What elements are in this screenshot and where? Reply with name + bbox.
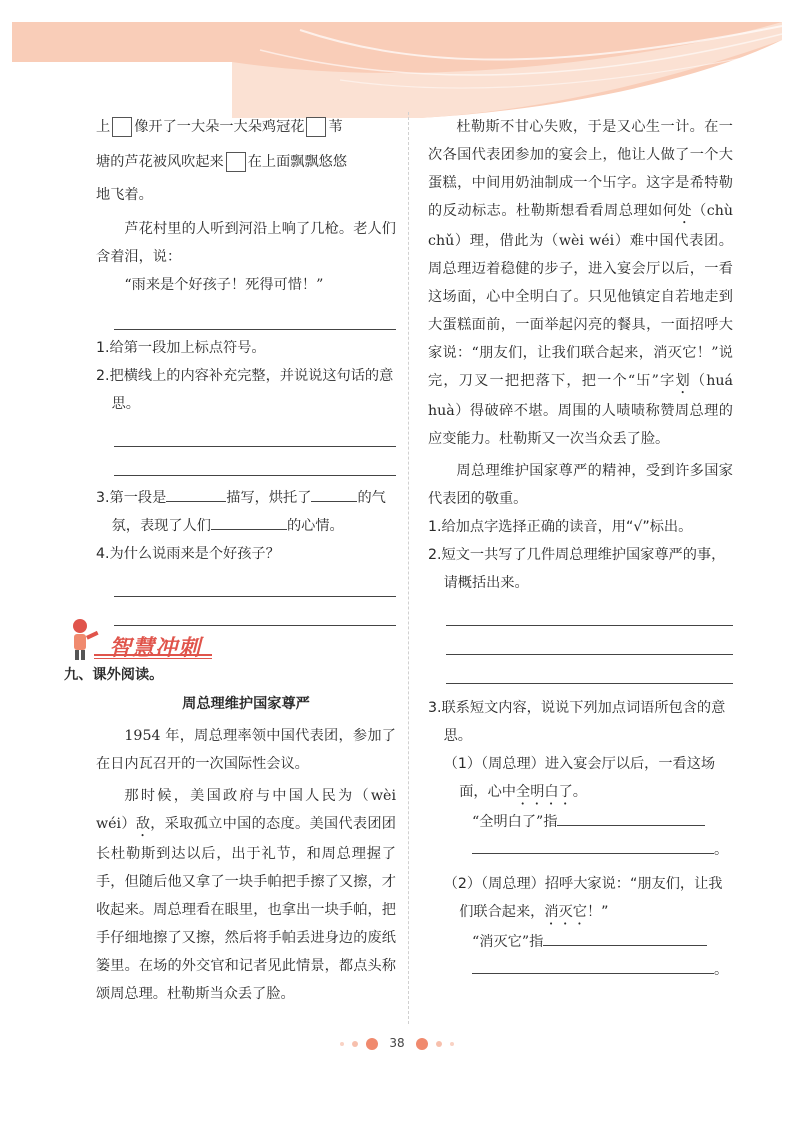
sub-question-2-answer: “消灭它”指	[428, 928, 733, 956]
article-paragraph-1: 1954 年，周总理率领中国代表团，参加了在日内瓦召开的一次国际性会议。	[96, 728, 396, 772]
article-paragraph-3: 杜勒斯不甘心失败，于是又心生一计。在一次各国代表团参加的宴会上，他让人做了一个大蛋糕，中间用奶油制成一个卐字。这字是希特勒的反动标志。杜勒斯想看看周总理如何处（chù chǔ）理，借此为（wèi wéi）难中国代表团。周总理迈着稳健的步子，进入宴会厅以后，一看这场面，心中全明白了。只见他镇定自若地走到大蛋糕面前，一面举起闪亮的餐具，一面招呼大家说：“朋友们，让我们联合起来，消灭它！”说完，刀叉一把把落下，把一个“卐”字划（huá huà）得破碎不堪。周围的人啧啧称赞周总理的应变能力。杜勒斯又一次当众丢了脸。	[428, 119, 733, 447]
quote-line: “雨来是个好孩子！死得可惜！”	[124, 277, 324, 293]
punctuation-box-3[interactable]	[226, 152, 246, 172]
blank-q3-3[interactable]	[211, 513, 287, 530]
blank-s1-2[interactable]	[472, 837, 714, 854]
footer-dot-icon	[416, 1038, 428, 1050]
blank-q3-2[interactable]	[311, 485, 357, 502]
answer-line-quote[interactable]	[114, 307, 396, 330]
blank-s2-2[interactable]	[472, 957, 714, 974]
text-line-1: 上 像开了一大朵一大朵鸡冠花 苇	[96, 119, 343, 135]
footer-dot-icon	[352, 1041, 358, 1047]
question-r3: 3.联系短文内容，说说下列加点词语所包含的意思。	[428, 700, 726, 744]
section-underline	[94, 654, 212, 659]
section-banner	[64, 616, 201, 662]
sub-question-1-answer: “全明白了”指	[428, 808, 733, 836]
page-footer	[0, 1036, 794, 1050]
right-column	[428, 113, 733, 984]
sub-question-1: （1）（周总理）进入宴会厅以后，一看这场面，心中全明白了。	[443, 756, 716, 800]
reading-section	[64, 664, 404, 684]
blank-s2-1[interactable]	[543, 929, 707, 946]
answer-line-r2-2[interactable]	[446, 632, 733, 655]
question-r1: 1.给加点字选择正确的读音，用“√”标出。	[428, 519, 693, 535]
sub-question-1-answer-2: 。	[428, 836, 733, 864]
footer-dot-icon	[340, 1042, 344, 1046]
sub-question-2: （2）（周总理）招呼大家说：“朋友们，让我们联合起来，消灭它！”	[443, 876, 723, 920]
question-3: 3.第一段是 描写，烘托了 的气氛，表现了人们 的心情。	[96, 484, 396, 540]
blank-q3-1[interactable]	[166, 485, 226, 502]
question-r2: 2.短文一共写了几件周总理维护国家尊严的事，请概括出来。	[428, 547, 726, 591]
article-paragraph-2: 那时候，美国政府与中国人民为（wèi wéi）敌，采取孤立中国的态度。美国代表团团长杜勒斯到达以后，出于礼节，和周总理握了手，但随后他又拿了一块手帕把手擦了又擦，才收起来。周总理看在眼里，也拿出一块手帕，把手仔细地擦了又擦，然后将手帕丢进身边的废纸篓里。在场的外交官和记者见此情景，都点头称颂周总理。杜勒斯当众丢了脸。	[96, 788, 396, 1002]
punctuation-box-2[interactable]	[306, 117, 326, 137]
paragraph-2: 芦花村里的人听到河沿上响了几枪。老人们含着泪，说：	[96, 221, 396, 265]
footer-dot-icon	[436, 1041, 442, 1047]
question-4: 4.为什么说雨来是个好孩子？	[96, 546, 280, 562]
page-number: 38	[389, 1036, 405, 1050]
article-title: 周总理维护国家尊严	[182, 696, 310, 712]
punctuation-box-1[interactable]	[112, 117, 132, 137]
footer-dot-icon	[450, 1042, 454, 1046]
article-paragraph-4: 周总理维护国家尊严的精神，受到许多国家代表团的敬重。	[428, 463, 733, 507]
answer-line-q2-2[interactable]	[114, 453, 396, 476]
answer-line-q2-1[interactable]	[114, 424, 396, 447]
question-2: 2.把横线上的内容补充完整，并说说这句话的意思。	[96, 368, 394, 412]
section-heading: 九、课外阅读。	[64, 667, 164, 683]
answer-line-r2-3[interactable]	[446, 661, 733, 684]
answer-line-r2-1[interactable]	[446, 603, 733, 626]
question-1: 1.给第一段加上标点符号。	[96, 340, 266, 356]
sub-question-2-answer-2: 。	[428, 956, 733, 984]
text-line-3: 地飞着。	[96, 187, 153, 203]
article-left	[96, 690, 396, 1008]
blank-s1-1[interactable]	[557, 809, 705, 826]
answer-line-q4-1[interactable]	[114, 574, 396, 597]
section-label: 智慧冲刺	[109, 636, 202, 661]
header-wave-decoration	[0, 0, 794, 120]
footer-dot-icon	[366, 1038, 378, 1050]
text-line-2: 塘的芦花被风吹起来 在上面飘飘悠悠	[96, 154, 348, 170]
column-divider	[408, 112, 409, 1024]
left-column	[96, 113, 396, 626]
